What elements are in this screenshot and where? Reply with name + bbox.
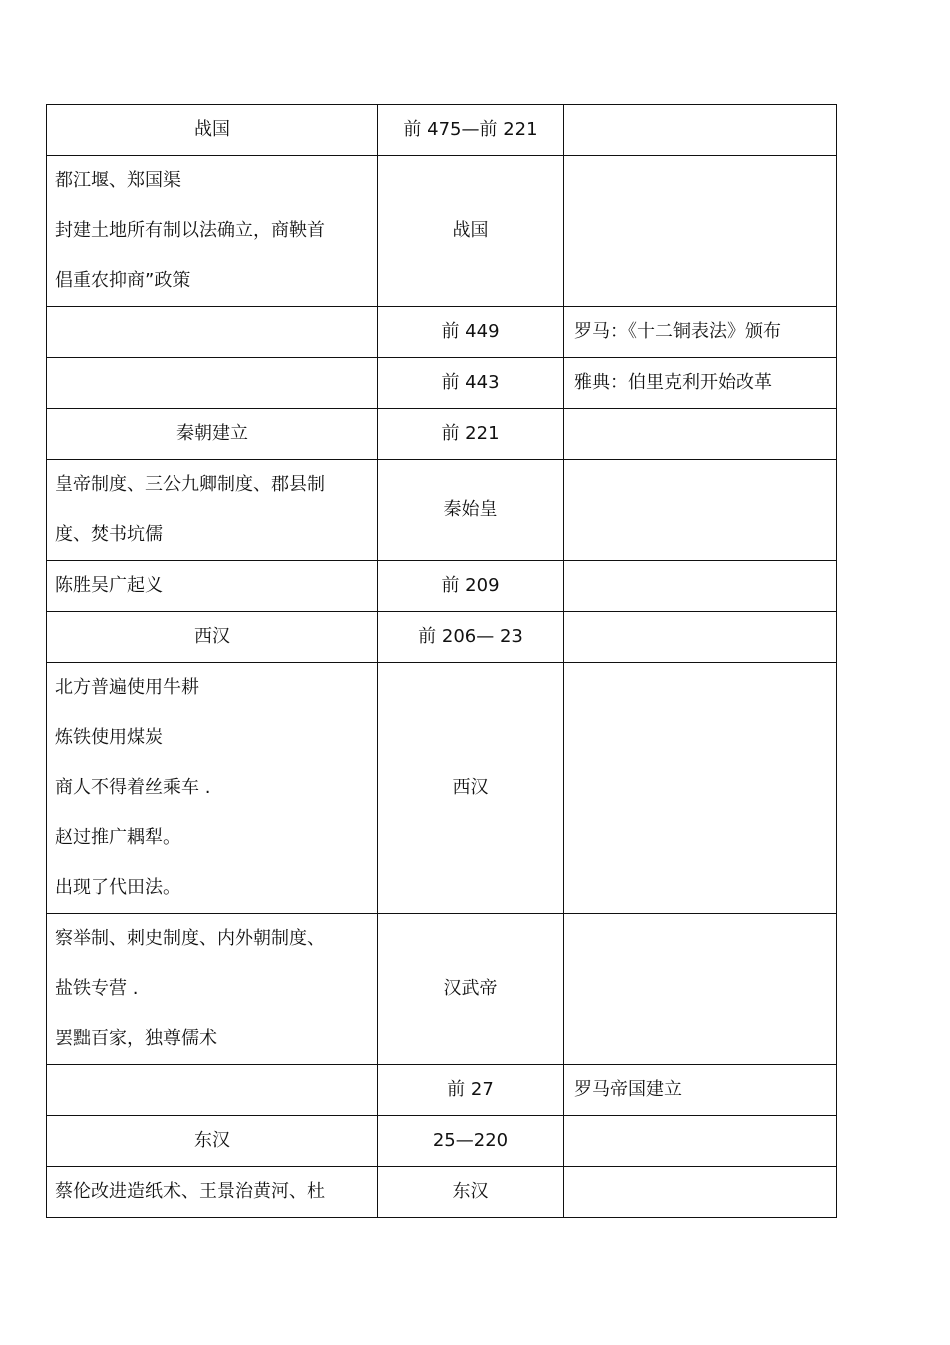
table-row [47, 409, 837, 460]
event-cell [47, 914, 378, 1065]
event-cell [47, 663, 378, 914]
world-event-cell: 罗马：《十二铜表法》颁布 [564, 307, 837, 358]
table-row [47, 105, 837, 156]
time-cell: 前 443 [378, 358, 564, 409]
event-line: 战国 [194, 119, 230, 140]
world-event-cell: 雅典：伯里克利开始改革 [564, 358, 837, 409]
event-cell [47, 156, 378, 307]
time-cell: 前 209 [378, 561, 564, 612]
world-event-cell [564, 561, 837, 612]
event-cell [47, 307, 378, 358]
time-cell: 东汉 [378, 1167, 564, 1218]
world-event-cell [564, 1116, 837, 1167]
world-event-cell: 罗马帝国建立 [564, 1065, 837, 1116]
event-line: 出现了代田法。 [55, 877, 181, 898]
table-row [47, 561, 837, 612]
event-line: 北方普遍使用牛耕 [55, 677, 199, 698]
event-line: 都江堰、郑国渠 [55, 170, 181, 191]
world-event-cell [564, 460, 837, 561]
event-line: 商人不得着丝乘车 . [55, 777, 211, 798]
time-cell: 25—220 [378, 1116, 564, 1167]
time-cell: 前 221 [378, 409, 564, 460]
event-line [55, 1065, 377, 1115]
table-row [47, 358, 837, 409]
time-cell: 前 206— 23 [378, 612, 564, 663]
event-line: 蔡伦改进造纸术、王景治黄河、杜 [55, 1181, 325, 1202]
event-cell [47, 561, 378, 612]
event-line: 皇帝制度、三公九卿制度、郡县制 [55, 474, 325, 495]
table-body [47, 105, 837, 1218]
event-cell [47, 1116, 378, 1167]
event-cell [47, 409, 378, 460]
event-line: 秦朝建立 [176, 423, 248, 444]
history-timeline-table [46, 104, 837, 1218]
time-cell: 西汉 [378, 663, 564, 914]
world-event-cell [564, 612, 837, 663]
table-row [47, 914, 837, 1065]
table-row [47, 307, 837, 358]
table-row [47, 663, 837, 914]
event-line [55, 307, 377, 357]
event-cell [47, 612, 378, 663]
event-cell [47, 1167, 378, 1218]
event-cell [47, 1065, 378, 1116]
event-cell [47, 358, 378, 409]
world-event-cell [564, 914, 837, 1065]
time-cell: 战国 [378, 156, 564, 307]
table-row [47, 1167, 837, 1218]
event-line: 封建土地所有制以法确立，商鞅首 [55, 220, 325, 241]
event-line: 赵过推广耦犁。 [55, 827, 181, 848]
event-line: 倡重农抑商”政策 [55, 270, 191, 291]
time-cell: 前 27 [378, 1065, 564, 1116]
event-cell [47, 105, 378, 156]
time-cell: 汉武帝 [378, 914, 564, 1065]
event-line [55, 358, 377, 408]
event-cell [47, 460, 378, 561]
event-line: 东汉 [194, 1130, 230, 1151]
event-line: 炼铁使用煤炭 [55, 727, 163, 748]
world-event-cell [564, 409, 837, 460]
event-line: 察举制、刺史制度、内外朝制度、 [55, 928, 325, 949]
time-cell: 前 449 [378, 307, 564, 358]
event-line: 盐铁专营 . [55, 978, 139, 999]
event-line: 度、焚书坑儒 [55, 524, 163, 545]
event-line: 罢黜百家，独尊儒术 [55, 1028, 217, 1049]
time-cell: 秦始皇 [378, 460, 564, 561]
time-cell: 前 475—前 221 [378, 105, 564, 156]
world-event-cell [564, 1167, 837, 1218]
table-row [47, 1065, 837, 1116]
table-row [47, 612, 837, 663]
event-line: 陈胜吴广起义 [55, 575, 163, 596]
world-event-cell [564, 105, 837, 156]
world-event-cell [564, 663, 837, 914]
table-row [47, 1116, 837, 1167]
world-event-cell [564, 156, 837, 307]
event-line: 西汉 [194, 626, 230, 647]
table-row [47, 460, 837, 561]
table-row [47, 156, 837, 307]
